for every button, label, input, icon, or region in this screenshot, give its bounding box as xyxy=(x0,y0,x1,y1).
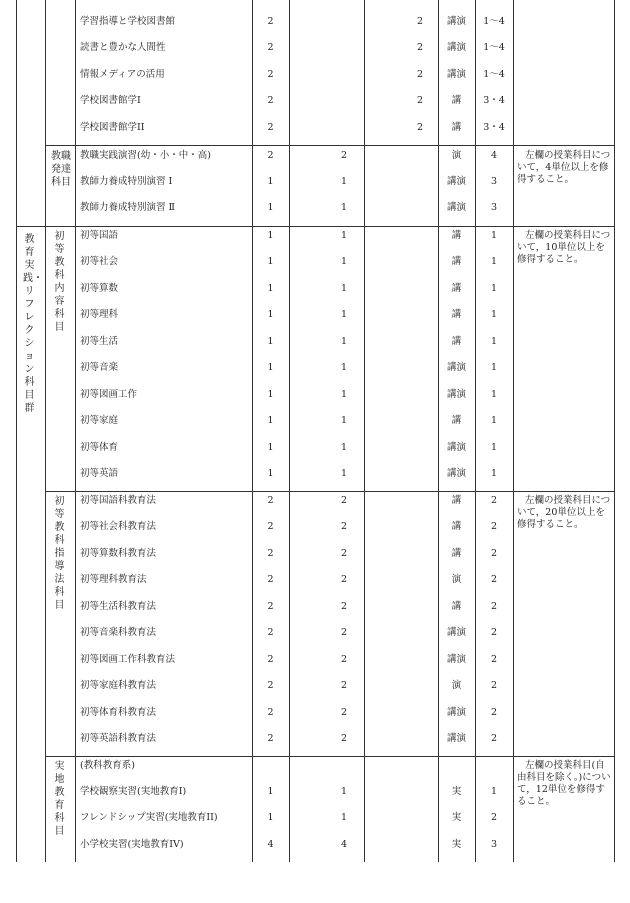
credits-required: 2 xyxy=(267,574,274,585)
credits-required: 2 xyxy=(267,654,274,665)
class-type: 講演 xyxy=(446,362,466,373)
year: 1 xyxy=(490,283,498,294)
class-type: 実 xyxy=(451,786,462,797)
credits-elective: 2 xyxy=(340,733,348,744)
course-name: 初等社会 xyxy=(80,256,119,267)
class-type: 講演 xyxy=(446,176,466,187)
year: 3・4 xyxy=(483,122,505,133)
course-name: 初等国語 xyxy=(80,230,119,241)
course-name: 初等音楽科教育法 xyxy=(80,627,157,638)
class-type: 講 xyxy=(451,601,462,612)
year: 3・4 xyxy=(483,95,505,106)
course-name: 初等家庭 xyxy=(80,415,119,426)
year: 4 xyxy=(490,150,498,161)
credits-required: 1 xyxy=(267,442,274,453)
class-type: 講 xyxy=(451,548,462,559)
class-type: 講演 xyxy=(446,389,466,400)
course-name: 情報メディアの活用 xyxy=(80,69,165,80)
credits-required: 1 xyxy=(267,415,274,426)
credits-elective: 2 xyxy=(340,601,348,612)
year: 1 xyxy=(490,336,498,347)
class-type: 実 xyxy=(451,812,462,823)
credits-required: 2 xyxy=(267,69,274,80)
course-name: 初等英語科教育法 xyxy=(80,733,157,744)
credits-elective: 1 xyxy=(340,786,348,797)
note-elem-method: 左欄の授業科目について，20単位以上を修得すること。 xyxy=(517,495,611,530)
credits-required: 1 xyxy=(267,176,274,187)
credits-required: 1 xyxy=(267,256,274,267)
class-type: 講演 xyxy=(446,42,466,53)
course-name: 初等図画工作科教育法 xyxy=(80,654,176,665)
elem-method-label: 初等教科指導法科目 xyxy=(54,496,65,611)
table-border xyxy=(513,0,514,862)
table-border xyxy=(289,0,290,862)
credits-elective: 2 xyxy=(340,574,348,585)
credits-free: 2 xyxy=(416,42,424,53)
class-type: 演 xyxy=(451,680,462,691)
credits-required: 2 xyxy=(267,733,274,744)
elem-content-label: 初等教科内容科目 xyxy=(54,231,65,333)
course-name: 初等生活科教育法 xyxy=(80,601,157,612)
year: 2 xyxy=(490,548,498,559)
credits-elective: 1 xyxy=(340,176,348,187)
class-type: 演 xyxy=(451,150,462,161)
credits-elective: 1 xyxy=(340,309,348,320)
credits-required: 4 xyxy=(267,839,274,850)
year: 2 xyxy=(490,707,498,718)
credits-required: 2 xyxy=(267,42,274,53)
credits-free: 2 xyxy=(416,69,424,80)
credits-required: 2 xyxy=(267,495,274,506)
year: 1 xyxy=(490,362,498,373)
credits-required: 2 xyxy=(267,707,274,718)
course-name: 初等図画工作 xyxy=(80,389,138,400)
class-type: 講 xyxy=(451,336,462,347)
year: 1 xyxy=(490,786,498,797)
credits-free: 2 xyxy=(416,122,424,133)
class-type: 講 xyxy=(451,283,462,294)
year: 1〜4 xyxy=(483,69,505,80)
class-type: 講 xyxy=(451,309,462,320)
class-type: 講 xyxy=(451,521,462,532)
year: 2 xyxy=(490,601,498,612)
credits-required: 2 xyxy=(267,95,274,106)
credits-free: 2 xyxy=(416,16,424,27)
credits-elective: 1 xyxy=(340,362,348,373)
credits-required: 2 xyxy=(267,521,274,532)
credits-elective: 1 xyxy=(340,256,348,267)
credits-elective: 2 xyxy=(340,495,348,506)
credits-elective: 4 xyxy=(340,839,348,850)
credits-required: 2 xyxy=(267,627,274,638)
credits-required: 1 xyxy=(267,336,274,347)
credits-required: 2 xyxy=(267,548,274,559)
course-name: 初等体育科教育法 xyxy=(80,707,157,718)
credits-required: 2 xyxy=(267,150,274,161)
credits-required: 1 xyxy=(267,468,274,479)
table-border xyxy=(75,0,76,862)
course-name: 読書と豊かな人間性 xyxy=(80,42,166,53)
year: 1 xyxy=(490,309,498,320)
course-name: 初等算数 xyxy=(80,283,119,294)
course-name: 初等算数科教育法 xyxy=(80,548,157,559)
year: 1 xyxy=(490,230,498,241)
section-divider xyxy=(45,491,614,492)
credits-required: 1 xyxy=(267,230,274,241)
class-type: 演 xyxy=(451,574,462,585)
course-name: フレンドシップ実習(実地教育II) xyxy=(80,812,218,823)
credits-elective: 2 xyxy=(340,627,348,638)
class-type: 講演 xyxy=(446,707,466,718)
year: 1 xyxy=(490,256,498,267)
note-career-dev: 左欄の授業科目について，4単位以上を修得すること。 xyxy=(517,150,611,185)
table-border xyxy=(16,0,17,862)
year: 2 xyxy=(490,812,498,823)
career-dev-label: 教職発達科目 xyxy=(51,151,71,188)
course-name: 学校図書館学I xyxy=(80,95,141,106)
year: 1 xyxy=(490,389,498,400)
credits-elective: 2 xyxy=(340,548,348,559)
course-name: 教職実践演習(幼・小・中・高) xyxy=(80,150,211,161)
year: 2 xyxy=(490,574,498,585)
class-type: 講 xyxy=(451,230,462,241)
credits-elective: 1 xyxy=(340,389,348,400)
section-divider xyxy=(45,756,614,757)
class-type: 講演 xyxy=(446,654,466,665)
credits-elective: 2 xyxy=(340,150,348,161)
class-type: 講演 xyxy=(446,442,466,453)
course-name: 教師力養成特別演習 I xyxy=(80,176,173,187)
year: 1 xyxy=(490,468,498,479)
table-border xyxy=(614,0,615,862)
year: 2 xyxy=(490,680,498,691)
class-type: 講演 xyxy=(446,69,466,80)
credits-elective: 1 xyxy=(340,202,348,213)
class-type: 実 xyxy=(451,839,462,850)
year: 2 xyxy=(490,495,498,506)
class-type: 講演 xyxy=(446,733,466,744)
year: 2 xyxy=(490,654,498,665)
course-name: (教科教育系) xyxy=(80,760,135,771)
credits-required: 1 xyxy=(267,812,274,823)
year: 2 xyxy=(490,733,498,744)
table-border xyxy=(45,0,46,862)
course-name: 初等社会科教育法 xyxy=(80,521,157,532)
credits-elective: 2 xyxy=(340,654,348,665)
credits-required: 1 xyxy=(267,362,274,373)
credits-required: 2 xyxy=(267,122,274,133)
class-type: 講 xyxy=(451,495,462,506)
year: 3 xyxy=(490,202,498,213)
course-name: 初等英語 xyxy=(80,468,119,479)
course-name: 初等理科 xyxy=(80,309,119,320)
class-type: 講 xyxy=(451,95,462,106)
credits-elective: 2 xyxy=(340,521,348,532)
credits-elective: 1 xyxy=(340,442,348,453)
note-elem-content: 左欄の授業科目について，10単位以上を修得すること。 xyxy=(517,230,611,265)
class-type: 講 xyxy=(451,415,462,426)
credits-required: 2 xyxy=(267,601,274,612)
class-type: 講演 xyxy=(446,468,466,479)
class-type: 講演 xyxy=(446,202,466,213)
credits-required: 1 xyxy=(267,283,274,294)
credits-elective: 1 xyxy=(340,415,348,426)
course-name: 初等家庭科教育法 xyxy=(80,680,157,691)
course-name: 初等生活 xyxy=(80,336,119,347)
class-type: 講 xyxy=(451,122,462,133)
year: 1〜4 xyxy=(483,16,505,27)
section-divider xyxy=(45,145,614,146)
year: 3 xyxy=(490,176,498,187)
year: 1 xyxy=(490,442,498,453)
year: 2 xyxy=(490,627,498,638)
course-name: 小学校実習(実地教育IV) xyxy=(80,839,184,850)
course-name: 学習指導と学校図書館 xyxy=(80,16,176,27)
credits-elective: 1 xyxy=(340,336,348,347)
credits-elective: 1 xyxy=(340,812,348,823)
year: 2 xyxy=(490,521,498,532)
course-name: 学校観察実習(実地教育I) xyxy=(80,786,187,797)
course-name: 初等理科教育法 xyxy=(80,574,147,585)
course-name: 教師力養成特別演習 Ⅱ xyxy=(80,202,175,213)
class-type: 講演 xyxy=(446,16,466,27)
credits-elective: 1 xyxy=(340,468,348,479)
year: 3 xyxy=(490,839,498,850)
main-group-label: 教育実践・リフレクション科目群 xyxy=(23,234,43,414)
class-type: 講演 xyxy=(446,627,466,638)
credits-elective: 1 xyxy=(340,283,348,294)
class-type: 講 xyxy=(451,256,462,267)
credits-required: 2 xyxy=(267,16,274,27)
credits-elective: 2 xyxy=(340,707,348,718)
credits-required: 1 xyxy=(267,786,274,797)
credits-free: 2 xyxy=(416,95,424,106)
credits-elective: 1 xyxy=(340,230,348,241)
section-divider xyxy=(16,226,614,227)
credits-required: 1 xyxy=(267,309,274,320)
course-name: 初等国語科教育法 xyxy=(80,495,157,506)
course-name: 初等音楽 xyxy=(80,362,119,373)
practicum-label: 実地教育科目 xyxy=(54,761,65,837)
credits-required: 1 xyxy=(267,202,274,213)
credits-required: 2 xyxy=(267,680,274,691)
year: 1〜4 xyxy=(483,42,505,53)
year: 1 xyxy=(490,415,498,426)
note-practicum: 左欄の授業科目(自由科目を除く。)について，12単位を修得すること。 xyxy=(517,760,611,807)
credits-elective: 2 xyxy=(340,680,348,691)
course-name: 学校図書館学II xyxy=(80,122,145,133)
course-name: 初等体育 xyxy=(80,442,119,453)
credits-required: 1 xyxy=(267,389,274,400)
